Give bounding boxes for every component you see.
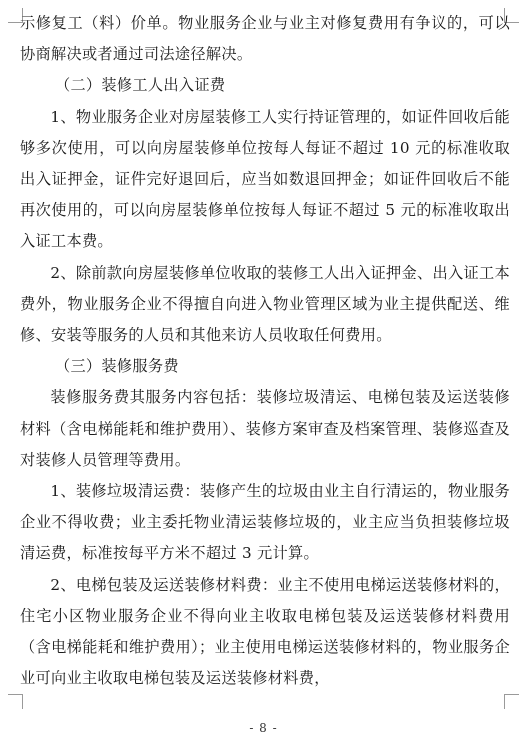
paragraph-service-content: 装修服务费其服务内容包括：装修垃圾清运、电梯包装及运送装修材料（含电梯能耗和维护费用）、装修方案审查及档案管理、装修巡查及对装修人员管理等费用。 — [20, 388, 510, 469]
section-heading-renovation-service-fee: （三）装修服务费 — [54, 357, 179, 376]
document-body — [20, 8, 510, 694]
paragraph-elevator-fee: 2、电梯包装及运送装修材料费：业主不使用电梯运送装修材料的，住宅小区物业服务企业不得向业主收取电梯包装及运送装修材料费用（含电梯能耗和维护费用）；业主使用电梯运送装修材料的，物业服务企业可向业主收取电梯包装及运送装修材料费， — [20, 575, 510, 688]
page-number: - 8 - — [249, 721, 278, 735]
paragraph-continuation: 示修复工（料）价单。物业服务企业与业主对修复费用有争议的，可以协商解决或者通过司法途径解决。 — [20, 14, 510, 64]
section-heading-worker-pass-fee: （二）装修工人出入证费 — [54, 76, 226, 95]
paragraph-no-other-fees: 2、除前款向房屋装修单位收取的装修工人出入证押金、出入证工本费外，物业服务企业不得擅自向进入物业管理区域为业主提供配送、维修、安装等服务的人员和其他来访人员收取任何费用。 — [20, 263, 510, 345]
crop-mark-bottom-right — [504, 694, 519, 709]
paragraph-waste-removal-fee: 1、装修垃圾清运费：装修产生的垃圾由业主自行清运的，物业服务企业不得收费；业主委托物业清运装修垃圾的，业主应当负担装修垃圾清运费，标准按每平方米不超过 3 元计算。 — [20, 482, 510, 563]
crop-mark-bottom-left — [8, 694, 23, 709]
paragraph-worker-pass-deposit: 1、物业服务企业对房屋装修工人实行持证管理的，如证件回收后能够多次使用，可以向房屋装修单位按每人每证不超过 10 元的标准收取出入证押金，证件完好退回后，应当如数退回押金；如证件回收后不能再次使用的，可以向房屋装修单位按每人每证不超过 5 元的标准收取出入证工本费。 — [20, 107, 510, 251]
